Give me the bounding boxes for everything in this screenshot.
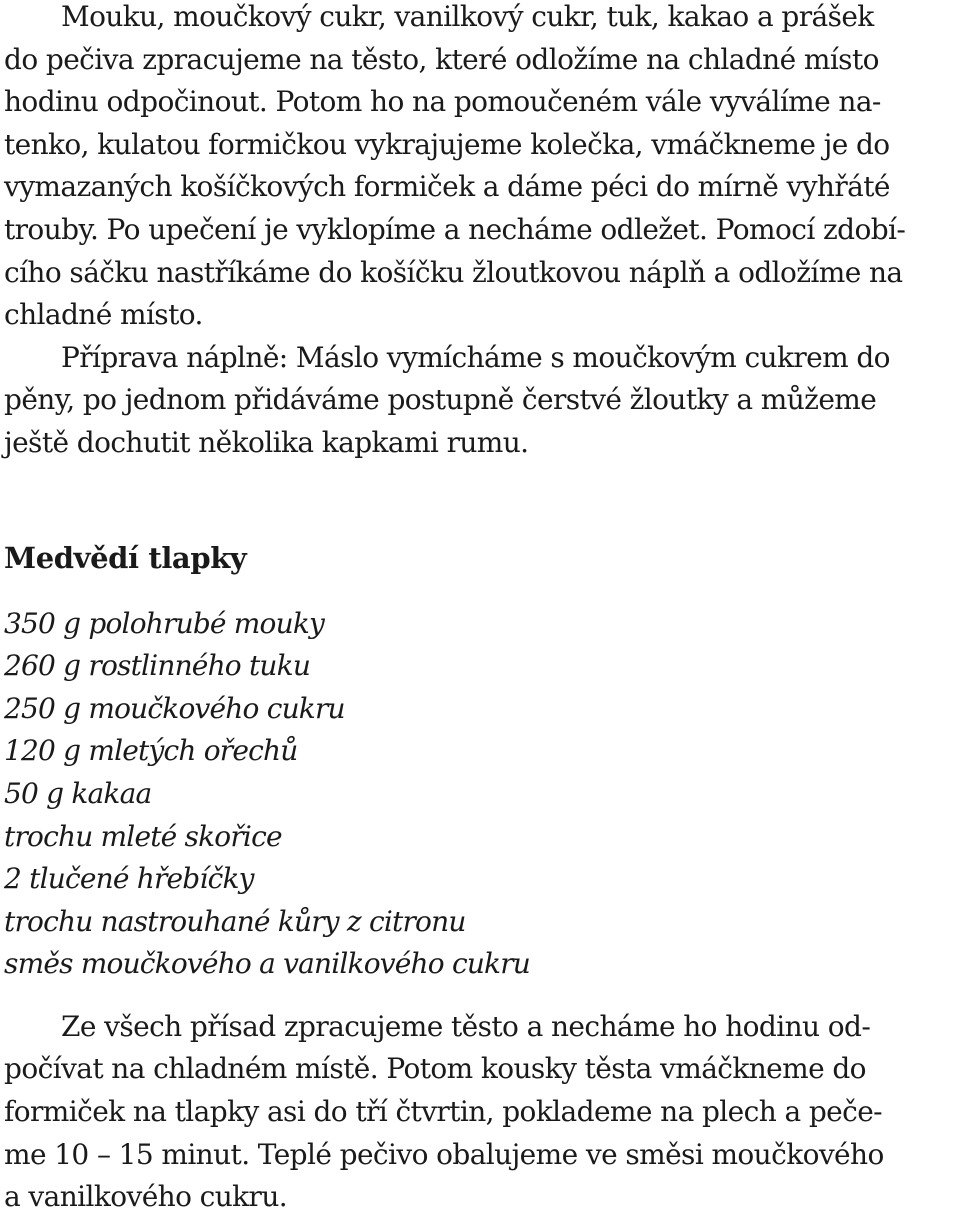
- paragraph-line: počívat na chladném místě. Potom kousky těsta vmáčkneme do: [4, 1052, 866, 1086]
- ingredient-item: 120 g mletých ořechů: [4, 734, 298, 768]
- paragraph-line: ještě dochutit několika kapkami rumu.: [4, 425, 529, 459]
- paragraph-line: chladné místo.: [4, 298, 203, 332]
- paragraph-line: formiček na tlapky asi do tří čtvrtin, poklademe na plech a peče-: [4, 1095, 883, 1129]
- ingredient-item: 250 g moučkového cukru: [4, 691, 345, 725]
- ingredient-item: trochu nastrouhané kůry z citronu: [4, 904, 466, 938]
- ingredient-list: [4, 603, 956, 986]
- recipe-title: Medvědí tlapky: [4, 540, 247, 575]
- paragraph-line: cího sáčku nastříkáme do košíčku žloutkovou náplň a odložíme na: [4, 255, 903, 289]
- ingredient-item: 50 g kakaa: [4, 776, 152, 810]
- paragraph-line: me 10 – 15 minut. Teplé pečivo obalujeme ve směsi moučkového: [4, 1137, 884, 1171]
- paragraph-line: Ze všech přísad zpracujeme těsto a necháme ho hodinu od-: [61, 1009, 871, 1043]
- ingredient-item: 2 tlučené hřebíčky: [4, 862, 254, 896]
- paragraph-line: vymazaných košíčkových formiček a dáme péci do mírně vyhřáté: [4, 170, 890, 204]
- paragraph-line: hodinu odpočinout. Potom ho na pomoučeném vále vyválíme na-: [4, 85, 881, 119]
- ingredient-item: trochu mleté skořice: [4, 819, 282, 853]
- paragraph-line: pěny, po jednom přidáváme postupně čerstvé žloutky a můžeme: [4, 383, 877, 417]
- ingredient-item: 350 g polohrubé mouky: [4, 606, 325, 640]
- ingredient-item: směs moučkového a vanilkového cukru: [4, 947, 531, 981]
- recipe-page: [4, 0, 956, 1219]
- paragraph-line: do pečiva zpracujeme na těsto, které odložíme na chladné místo: [4, 42, 879, 76]
- paragraph-line: Mouku, moučkový cukr, vanilkový cukr, tuk, kakao a prášek: [61, 0, 874, 33]
- paragraph-line: tenko, kulatou formičkou vykrajujeme kolečka, vmáčkneme je do: [4, 127, 890, 161]
- paragraph-line: Příprava náplně: Máslo vymícháme s moučkovým cukrem do: [61, 340, 890, 374]
- paragraph-line: a vanilkového cukru.: [4, 1180, 288, 1214]
- filling-paragraph: [4, 337, 956, 465]
- ingredient-item: 260 g rostlinného tuku: [4, 649, 311, 683]
- paragraph-line: trouby. Po upečení je vyklopíme a necháme odležet. Pomocí zdobí-: [4, 212, 906, 246]
- method-paragraph: [4, 1006, 956, 1219]
- intro-paragraph: [4, 0, 956, 337]
